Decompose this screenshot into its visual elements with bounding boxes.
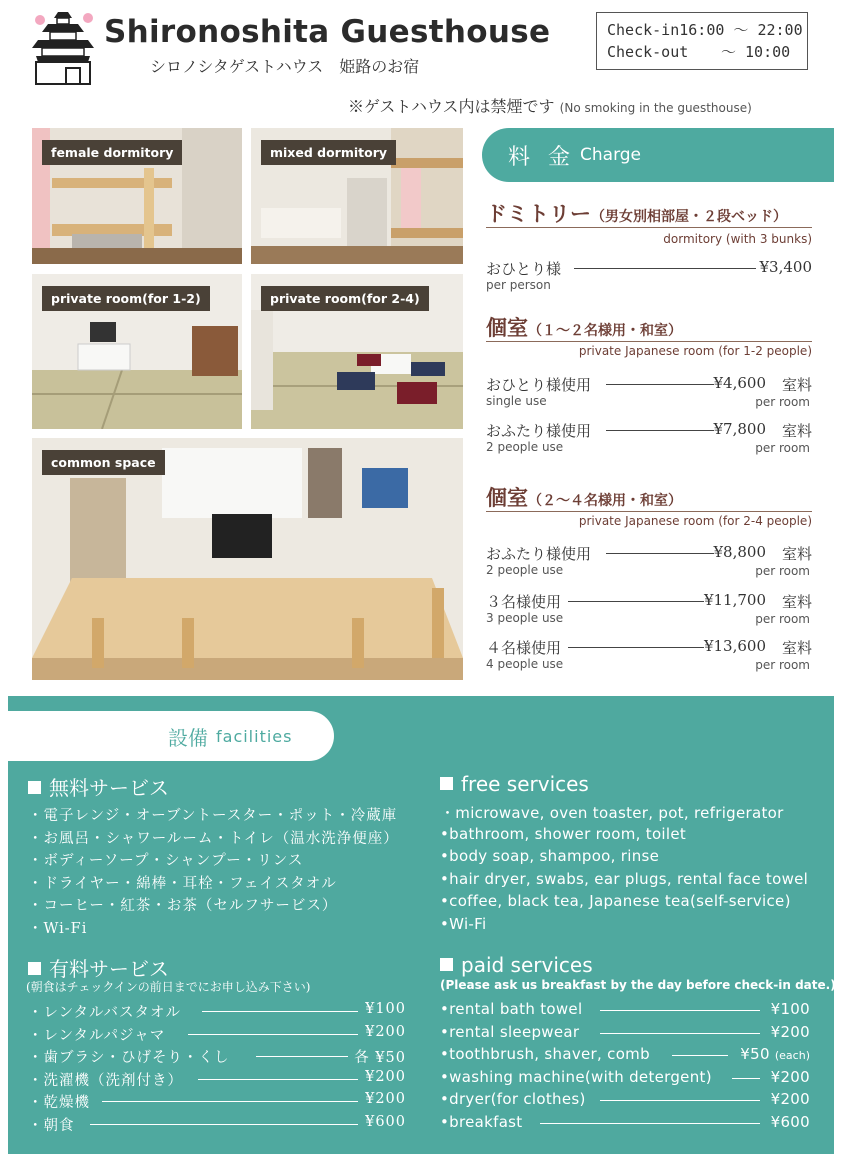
no-smoking-en: (No smoking in the guesthouse) (559, 101, 752, 115)
price-sub: 3 people use (486, 611, 564, 625)
list-item: ・ドライヤー・綿棒・耳栓・フェイスタオル (28, 875, 337, 892)
list-item: ・お風呂・シャワールーム・トイレ（温水洗浄便座） (28, 830, 399, 847)
price-label: おふたり様使用 (486, 545, 592, 563)
list-item: ・電子レンジ・オーブントースター・ポット・冷蔵庫 (28, 808, 398, 824)
leader-line (574, 268, 756, 269)
price-label: ４名様使用 (486, 639, 562, 657)
free-services-jp-heading (28, 772, 169, 801)
price-row-room12-1 (486, 374, 812, 414)
photo-female-dormitory (32, 128, 242, 264)
price-sub: single use (486, 394, 547, 408)
dorm-title: ドミトリー (486, 201, 591, 226)
checkin-row (607, 19, 803, 41)
room12-detail: （１～２名様用・和室） (528, 323, 682, 339)
price-row-dorm-1 (486, 258, 812, 298)
price-value: ¥8,800 (713, 543, 766, 561)
price-sub: 2 people use (486, 440, 564, 454)
price-unit: 室料 (781, 639, 812, 657)
paid-item-price: ¥100 (365, 1001, 406, 1017)
price-unit: 室料 (781, 422, 812, 440)
leader-line (188, 1034, 358, 1035)
photo-label-mixed: mixed dormitory (261, 140, 396, 165)
free-services-jp-list (28, 804, 399, 939)
paid-en-title: paid services (461, 953, 593, 977)
free-en-title: free services (461, 772, 589, 796)
guesthouse-subtitle: シロノシタゲストハウス 姫路のお宿 (150, 57, 420, 76)
paid-item-price: ¥50 (740, 1045, 770, 1063)
price-row-room24-1 (486, 543, 812, 583)
list-item (440, 1068, 810, 1091)
leader-line (606, 384, 714, 385)
price-unit-sub: per room (755, 395, 810, 409)
leader-line (600, 1033, 760, 1034)
paid-item-label: ・レンタルバスタオル (28, 1005, 182, 1021)
paid-item-label: ・乾燥機 (28, 1095, 90, 1111)
list-item (440, 1023, 810, 1046)
paid-item-price: ¥200 (770, 1067, 810, 1086)
leader-line (732, 1078, 760, 1079)
price-unit-sub: per room (755, 612, 810, 626)
paid-item-price-group (740, 1045, 810, 1063)
checkout-value: ～ 10:00 (721, 43, 791, 61)
leader-line (606, 553, 714, 554)
paid-item-price: ¥200 (365, 1023, 406, 1040)
paid-services-en-list (440, 1000, 810, 1135)
price-label: おひとり様使用 (486, 376, 592, 394)
price-value: ¥3,400 (759, 258, 812, 276)
paid-item-price: ¥200 (365, 1091, 406, 1107)
paid-item-label: •breakfast (440, 1112, 523, 1131)
list-item: ・コーヒー・紅茶・お茶（セルフサービス） (28, 898, 338, 914)
list-item (440, 1090, 810, 1113)
price-row-room24-3 (486, 637, 812, 677)
square-bullet-icon (440, 777, 453, 790)
checkin-value: 16:00 ～ 22:00 (679, 21, 803, 39)
list-item: •body soap, shampoo, rinse (440, 847, 660, 865)
checkin-box (596, 12, 808, 70)
castle-logo-icon (28, 6, 98, 86)
paid-services-jp-list (28, 1001, 406, 1136)
leader-line (256, 1056, 348, 1057)
paid-item-label: •toothbrush, shaver, comb (440, 1045, 650, 1063)
photo-common-space (32, 438, 463, 680)
paid-item-price: ¥600 (770, 1112, 810, 1131)
charge-title-jp: 料金 (508, 144, 589, 170)
facilities-title-jp: 設備 (168, 725, 208, 750)
list-item: •hair dryer, swabs, ear plugs, rental face towel (440, 869, 809, 888)
dorm-category (486, 198, 812, 228)
paid-item-each: (each) (774, 1049, 810, 1062)
price-unit: 室料 (781, 376, 812, 394)
price-value: ¥7,800 (713, 420, 766, 438)
paid-item-price: 各 ¥50 (354, 1050, 406, 1066)
charge-title-en: Charge (580, 145, 642, 165)
price-value: ¥13,600 (703, 637, 766, 655)
free-services-en-heading (440, 772, 589, 796)
price-label: おふたり様使用 (486, 422, 592, 440)
leader-line (672, 1055, 728, 1056)
list-item (28, 1046, 406, 1069)
paid-item-label: ・洗濯機（洗剤付き） (28, 1072, 183, 1089)
list-item (28, 1024, 406, 1047)
price-sub: 2 people use (486, 563, 564, 577)
list-item (28, 1001, 406, 1024)
room24-category (486, 482, 812, 512)
price-label: おひとり様 (486, 260, 562, 278)
price-sub: per person (486, 278, 551, 292)
list-item: •coffee, black tea, Japanese tea(self-service) (440, 892, 791, 910)
room12-sub: private Japanese room (for 1-2 people) (578, 344, 812, 358)
paid-jp-note: (朝食はチェックインの前日までにお申し込み下さい) (26, 980, 311, 994)
photo-private-room-1-2 (32, 274, 242, 429)
price-value: ¥4,600 (713, 374, 766, 392)
dorm-sub: dormitory (with 3 bunks) (663, 232, 812, 246)
paid-item-price: ¥100 (770, 1000, 810, 1018)
room24-sub: private Japanese room (for 2-4 people) (578, 514, 812, 528)
price-value: ¥11,700 (703, 591, 766, 609)
paid-item-price: ¥200 (770, 1090, 810, 1108)
photo-mixed-dormitory (251, 128, 463, 264)
paid-item-price: ¥200 (770, 1022, 810, 1041)
list-item (440, 1045, 810, 1068)
paid-item-label: •rental bath towel (440, 1000, 583, 1018)
paid-item-label: ・朝食 (28, 1117, 75, 1134)
price-unit-sub: per room (755, 441, 810, 455)
no-smoking-jp: ※ゲストハウス内は禁煙です (348, 97, 555, 116)
price-sub: 4 people use (486, 657, 564, 671)
leader-line (600, 1100, 760, 1101)
square-bullet-icon (28, 781, 41, 794)
guesthouse-title: Shironoshita Guesthouse (104, 14, 551, 50)
leader-line (600, 1010, 760, 1011)
checkin-label: Check-in (607, 21, 680, 39)
price-label: ３名様使用 (486, 593, 562, 611)
list-item: ・microwave, oven toaster, pot, refrigerator (440, 804, 784, 822)
facilities-title-en: facilities (216, 726, 293, 746)
leader-line (568, 601, 704, 602)
list-item (28, 1114, 406, 1137)
paid-item-label: •dryer(for clothes) (440, 1090, 586, 1108)
list-item (28, 1091, 406, 1114)
paid-item-label: •washing machine(with detergent) (440, 1067, 712, 1086)
room24-title: 個室 (486, 485, 528, 510)
leader-line (102, 1101, 358, 1102)
paid-item-label: ・レンタルパジャマ (28, 1027, 166, 1044)
checkout-row (607, 41, 797, 63)
paid-item-price: ¥600 (365, 1113, 406, 1130)
paid-item-label: •rental sleepwear (440, 1022, 580, 1041)
list-item (440, 1000, 810, 1023)
photo-private-room-2-4 (251, 274, 463, 429)
photo-label-female: female dormitory (42, 140, 182, 165)
dorm-detail: （男女別相部屋・２段ベッド） (591, 209, 787, 225)
facilities-tab (8, 711, 334, 761)
room12-title: 個室 (486, 315, 528, 340)
paid-en-note: (Please ask us breakfast by the day before check-in date.) (440, 978, 836, 992)
list-item: •Wi-Fi (440, 914, 487, 933)
no-smoking-notice (348, 94, 752, 117)
paid-item-price: ¥200 (365, 1068, 406, 1085)
room24-detail: （２～４名様用・和室） (528, 493, 682, 509)
leader-line (90, 1124, 358, 1125)
list-item: ・Wi-Fi (28, 920, 88, 937)
list-item (28, 1069, 406, 1092)
list-item: •bathroom, shower room, toilet (440, 824, 687, 843)
price-unit-sub: per room (755, 658, 810, 672)
price-unit-sub: per room (755, 564, 810, 578)
leader-line (606, 430, 714, 431)
paid-services-en-heading (440, 953, 593, 977)
free-services-en-list (440, 802, 808, 937)
paid-jp-title: 有料サービス (49, 957, 169, 981)
photo-label-common: common space (42, 450, 165, 475)
price-unit: 室料 (781, 593, 812, 611)
leader-line (198, 1079, 358, 1080)
leader-line (568, 647, 704, 648)
photo-label-private24: private room(for 2-4) (261, 286, 429, 311)
list-item (440, 1113, 810, 1136)
price-row-room24-2 (486, 591, 812, 631)
photo-label-private12: private room(for 1-2) (42, 286, 210, 311)
square-bullet-icon (440, 958, 453, 971)
price-unit: 室料 (781, 545, 812, 563)
room12-category (486, 312, 812, 342)
checkout-label: Check-out (607, 43, 689, 61)
paid-item-label: ・歯ブラシ・ひげそり・くし (28, 1050, 230, 1066)
price-row-room12-2 (486, 420, 812, 460)
leader-line (540, 1123, 760, 1124)
charge-header (482, 128, 834, 182)
square-bullet-icon (28, 962, 41, 975)
free-jp-title: 無料サービス (49, 776, 169, 800)
list-item: ・ボディーソープ・シャンプー・リンス (28, 853, 304, 869)
leader-line (202, 1011, 358, 1012)
